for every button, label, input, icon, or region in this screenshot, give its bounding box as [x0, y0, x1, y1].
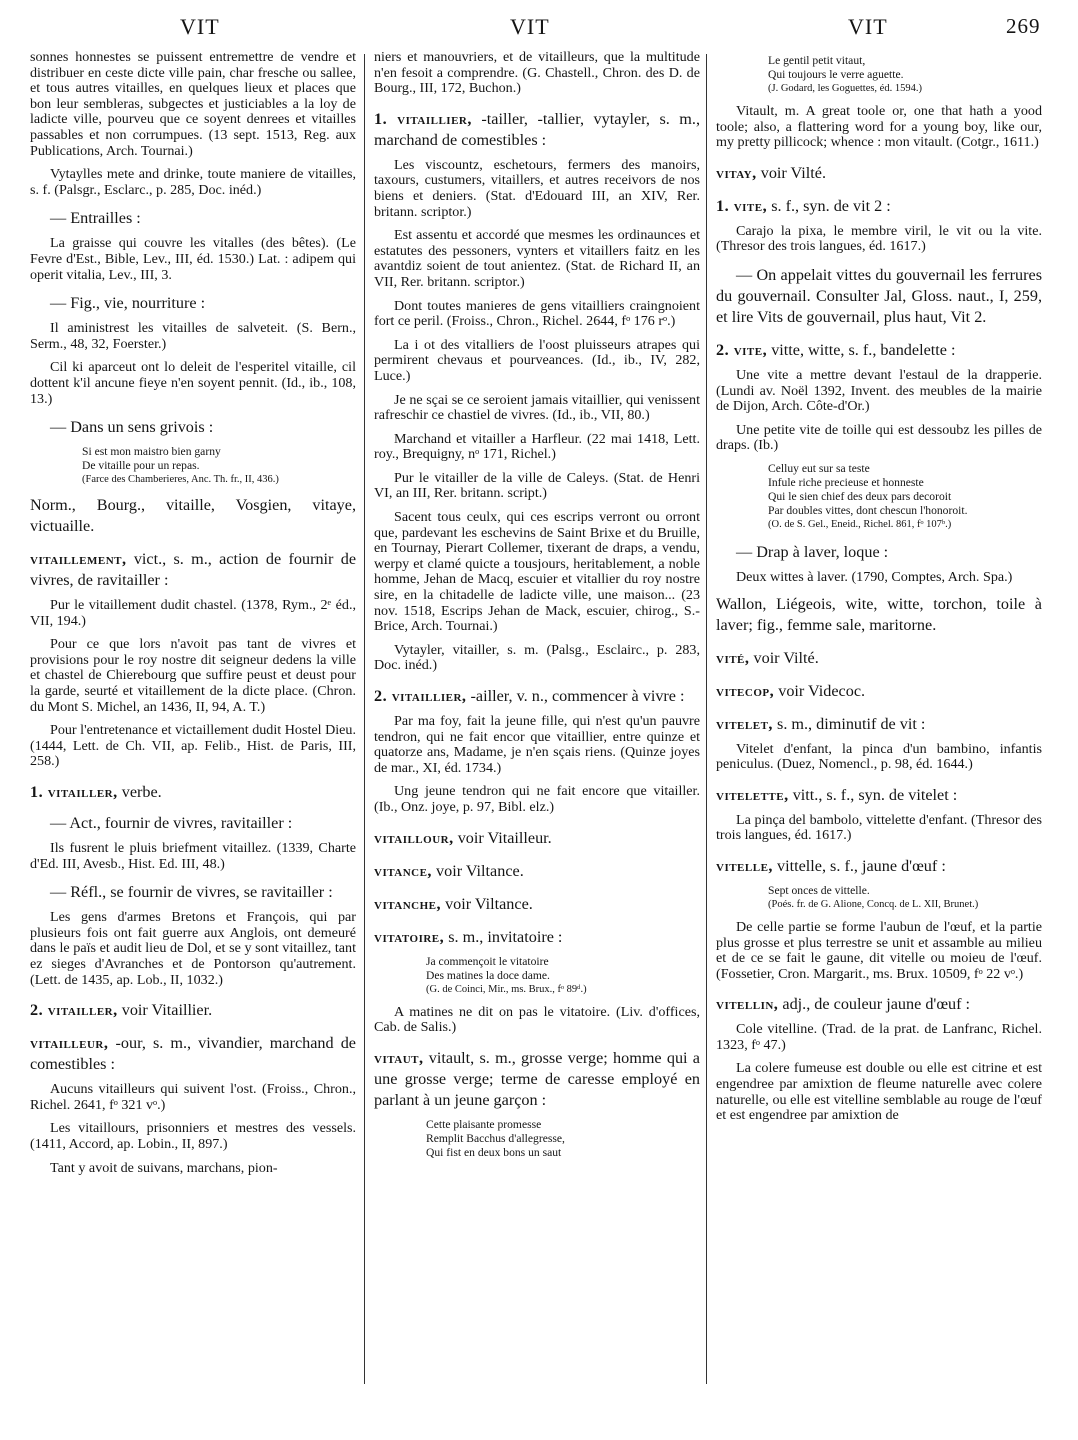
entry-definition: voir Vitaillier.: [121, 1001, 213, 1020]
citation-paragraph: Vitault, m. A great toole or, one that hath a yood toole; also, a flattering word for a young boy, like our, my pretty pillicock; whence : mon vitault. (Cotgr., 1611.): [716, 103, 1042, 151]
citation-paragraph: Il aministrest les vitailles de salveteit. (S. Bern., Serm., 48, 32, Foerster.): [30, 320, 356, 352]
dialect-note: Wallon, Liégeois, wite, witte, torchon, toile à laver; fig., femme sale, maritorne.: [716, 594, 1042, 634]
citation-paragraph: Vitelet d'enfant, la pinca d'un bambino, infantis peniculus. (Duez, Nomencl., p. 98, éd. 1644.): [716, 740, 1042, 773]
entry-definition: vict., s. m., action de fournir de vivres, de ravitailler :: [30, 550, 356, 590]
citation-paragraph: Vytaylles mete and drinke, toute maniere de vitailles, s. f. (Palsgr., Esclarc., p. 285, Doc. inéd.): [30, 166, 356, 198]
headword: vitatoire,: [374, 927, 445, 946]
entry-definition: voir Vitailleur.: [457, 828, 552, 847]
verse-line: Par doubles vittes, dont chescun l'honoroit.: [768, 503, 968, 517]
verse-line: Des matines la doce dame.: [426, 968, 550, 982]
entry-definition: vitault, s. m., grosse verge; homme qui a une grosse verge; terme de caresse employé en parlant à un jeune garçon :: [374, 1048, 700, 1109]
dictionary-entry-heading: [374, 894, 700, 915]
headword: 1. vite,: [716, 196, 768, 215]
dictionary-entry-heading: [716, 785, 1042, 806]
verse-line: Sept onces de vittelle.: [768, 883, 870, 897]
citation-paragraph: Les vitaillours, prisonniers et mestres des vessels. (1411, Accord, ap. Lobin., II, 897.): [30, 1120, 356, 1152]
citation-source: (G. de Coinci, Mir., ms. Brux., fᵒ 89ᵈ.): [426, 983, 587, 995]
verse-line: Qui le sien chief des deux pars decoroit: [768, 489, 952, 503]
citation-paragraph: A matines ne dit on pas le vitatoire. (Liv. d'offices, Cab. de Salis.): [374, 1003, 700, 1036]
verse-line: Infule riche precieuse et honneste: [768, 475, 924, 489]
citation-paragraph: Vytayler, vitailler, s. m. (Palsg., Esclairc., p. 283, Doc. inéd.): [374, 641, 700, 674]
verse-quotation: [374, 955, 700, 997]
headword: vitay,: [716, 163, 757, 182]
header-left-guideword: VIT: [180, 14, 220, 39]
citation-source: (J. Godard, les Goguettes, éd. 1594.): [768, 83, 922, 94]
verse-line: Cette plaisante promesse: [426, 1117, 542, 1131]
citation-paragraph: Je ne sçai se ce seroient jamais vitaillier, qui venissent rafreschir ce chastiel de vivres. (Id., ib., VII, 80.): [374, 391, 700, 424]
entry-definition: vitte, witte, s. f., bandelette :: [771, 340, 956, 359]
headword: vitailleur,: [30, 1034, 109, 1053]
sense-subheading: — On appelait vittes du gouvernail les ferrures du gouvernail. Consulter Jal, Gloss. naut., I, 259, et lire Vits de gouvernail, plus haut, Vit 2.: [716, 265, 1042, 326]
verse-line: Le gentil petit vitaut,: [768, 54, 866, 67]
verse-quotation: [30, 445, 356, 487]
header-center-guideword: VIT: [510, 14, 550, 39]
entry-definition: voir Vilté.: [760, 163, 826, 182]
entry-definition: voir Videcoc.: [778, 681, 866, 700]
citation-paragraph: Tant y avoit de suivans, marchans, pion-: [50, 1159, 278, 1176]
citation-paragraph: Les gens d'armes Bretons et François, qui par plusieurs fois ont fait guerre aux Anglois, ont demeuré dans le païs et audit lieu de Dol, et se y sont vitaillez, tant ez sieges d'Avranches et de Pontorson qu'autrement. (Lett. de 1435, ap. Lob., II, 1032.): [30, 909, 356, 988]
headword: vitance,: [374, 861, 432, 880]
entry-definition: verbe.: [121, 783, 162, 802]
sense-subheading: — Act., fournir de vivres, ravitailler :: [50, 814, 293, 833]
dictionary-entry-heading: [374, 1048, 700, 1111]
dictionary-entry-heading: [374, 686, 700, 707]
entry-definition: voir Vilté.: [753, 648, 819, 667]
sense-subheading: — Fig., vie, nourriture :: [50, 294, 206, 313]
entry-definition: s. f., syn. de vit 2 :: [771, 196, 891, 215]
page-number: 269: [1006, 14, 1041, 38]
entry-definition: vittelle, s. f., jaune d'œuf :: [777, 856, 946, 875]
entry-definition: -tailler, -tallier, vytayler, s. m., marchand de comestibles :: [374, 109, 700, 149]
citation-paragraph: De celle partie se forme l'aubun de l'œuf, et la partie plus grosse et plus terrestre se unit et assamble au milieu et de ce se fait le gaune, dit vitelle ou moieu de l'œuf. (Fossetier, Cron. Margarit., ms. Brux. 10509, fᵒ 22 vᵒ.): [716, 918, 1042, 982]
citation-paragraph: Par ma foy, fait la jeune fille, qui n'est qu'un pauvre tendron, qui ne fait encor que vitaillier, entre quinze et quatorze ans, Madame, je n'en sçais riens. (Quinze joyes de mar., XI, éd. 1734.): [374, 713, 700, 776]
verse-line: Si est mon maistro bien garny: [82, 445, 221, 459]
entry-definition: s. m., diminutif de vit :: [777, 714, 926, 733]
citation-paragraph: Pour ce que lors n'avoit pas tant de vivres et provisions pour le roy nostre dit seigneur dedens la ville et chastel de Chierebourg que suffire peust et deust pour la garde, seurté et vitaillement de la dicte place. (Chron. du Mont S. Michel, an 1436, II, 94, A. T.): [30, 636, 356, 715]
entry-definition: -ailler, v. n., commencer à vivre :: [470, 687, 685, 705]
verse-quotation: [716, 462, 1042, 532]
verse-line: Celluy eut sur sa teste: [768, 461, 870, 475]
dictionary-entry-heading: [374, 828, 700, 849]
dictionary-entry-heading: [716, 994, 1042, 1015]
dictionary-entry-heading: [30, 1033, 356, 1075]
headword: vitaillement,: [30, 550, 127, 569]
sense-subheading: — Entrailles :: [50, 209, 141, 228]
header-right-guideword: VIT: [848, 14, 888, 39]
dictionary-entry-heading: [716, 681, 1042, 702]
headword: 1. vitailler,: [30, 783, 118, 802]
citation-paragraph: Marchand et vitailler a Harfleur. (22 mai 1418, Lett. roy., Brequigny, nᵒ 171, Richel.): [374, 430, 700, 463]
dictionary-entry-heading: [30, 1000, 356, 1021]
citation-paragraph: Deux wittes à laver. (1790, Comptes, Arch. Spa.): [736, 568, 1013, 585]
citation-paragraph: Pour l'entretenance et victaillement dudit Hostel Dieu. (1444, Lett. de Ch. VII, ap. Felib., Hist. de Paris, III, 258.): [30, 722, 356, 770]
citation-paragraph: Une vite a mettre devant l'estaul de la drapperie. (Lundi av. Noël 1392, Invent. des meubles de la mairie de Dijon, Arch. Côte-d'Or.): [716, 366, 1042, 415]
sense-subheading: — Réfl., se fournir de vivres, se ravitailler :: [50, 883, 333, 902]
verse-quotation: [716, 54, 1042, 96]
citation-paragraph: Cole vitelline. (Trad. de la prat. de Lanfranc, Richel. 1323, fᵒ 47.): [716, 1021, 1042, 1053]
dictionary-entry-heading: [374, 109, 700, 151]
entry-definition: -our, s. m., vivandier, marchand de comestibles :: [30, 1034, 356, 1074]
dictionary-entry-heading: [716, 714, 1042, 735]
citation-paragraph: niers et manouvriers, et de vitailleurs, que la multitude n'en fesoit a comprendre. (G. Chastell., Chron. des D. de Bourg., III, 172, Buchon.): [374, 50, 700, 97]
dictionary-entry-heading: [716, 648, 1042, 669]
headword: vitelet,: [716, 714, 773, 733]
citation-paragraph: La graisse qui couvre les vitalles (des bêtes). (Le Fevre d'Est., Bible, Lev., III, éd. 1530.) Lat. : adipem qui operit vitalia, Lev., III, 3.: [30, 235, 356, 283]
verse-line: Remplit Bacchus d'allegresse,: [426, 1131, 565, 1145]
running-header: [0, 14, 1078, 50]
citation-paragraph: Les viscountz, eschetours, fermers des manoirs, taxours, custumers, vitaillers, et autres receivors de nos biens et deniers. (Stat. d'Edouard III, an XIV, Rer. britann. scriptor.): [374, 156, 700, 220]
sense-subheading: — Drap à laver, loque :: [736, 542, 889, 561]
entry-definition: voir Viltance.: [436, 861, 524, 880]
entry-definition: s. m., invitatoire :: [448, 927, 563, 946]
dictionary-entry-heading: [716, 163, 1042, 184]
dictionary-column-right: [716, 50, 1042, 1430]
verse-line: Qui fist en deux bons un saut: [426, 1145, 562, 1159]
column-divider: [706, 54, 707, 1384]
headword: vitanche,: [374, 894, 442, 913]
headword: vitelle,: [716, 856, 773, 875]
citation-paragraph: Aucuns vitailleurs qui suivent l'ost. (Froiss., Chron., Richel. 2641, fᵒ 321 vᵒ.): [30, 1081, 356, 1113]
citation-paragraph: La i ot des vitalliers de l'oost pluisseurs atrapes qui permirent chevaus et pourveances. (Id., ib., IV, 282, Luce.): [374, 336, 700, 384]
citation-paragraph: Sacent tous ceulx, qui ces escrips verront ou orront que, pardevant les eschevins de Saint Brixe et du Bruille, en Tournay, Pierart Collemer, tixerant de draps, a vendu, werpy et clamé quicte a tousjours, heritablement, a noble homme, Jehan de Macq, escuier et vitallier du roy nostre sire, en la chitadelle de ladicte ville, une maison... (23 nov. 1518, Escrips Jehan de Mack, escuier, chirog., S.-Brice, Arch. Tournai.): [374, 509, 700, 635]
dictionary-entry-heading: [716, 196, 1042, 217]
citation-paragraph: Pur le vitaillement dudit chastel. (1378, Rym., 2ᵉ éd., VII, 194.): [30, 597, 356, 629]
dictionary-entry-heading: [30, 549, 356, 591]
citation-source: (Poés. fr. de G. Alione, Concq. de L. XII, Brunet.): [768, 898, 979, 910]
headword: 2. vitaillier,: [374, 687, 467, 705]
citation-source: (Farce des Chamberieres, Anc. Th. fr., II, 436.): [82, 474, 279, 486]
citation-paragraph: Est assentu et accordé que mesmes les ordinaunces et estatutes des pessoners, vynters et vitaillers faitz en les avantdiz soient de tout anientez. (Stat. de Richard II, an VII, Rer. britann. scriptor.): [374, 227, 700, 290]
dictionary-entry-heading: [716, 340, 1042, 361]
citation-paragraph: Pur le vitailler de la ville de Caleys. (Stat. de Henri VI, an III, Rer. britann. script.): [374, 469, 700, 502]
citation-paragraph: Cil ki aparceut ont lo deleit de l'esperitel vitaille, cil dottent k'il ancune fieye n'en soyent pennit. (Id., ib., 108, 13.): [30, 359, 356, 407]
citation-paragraph: La pinça del bambolo, vittelette d'enfant. (Thresor des trois langues, éd. 1617.): [716, 811, 1042, 844]
dictionary-column-left: [30, 50, 356, 1430]
citation-paragraph: Ung jeune tendron qui ne fait encore que vitailler. (Ib., Onz. joye, p. 97, Bibl. elz.): [374, 783, 700, 815]
verse-quotation: [374, 1118, 700, 1160]
citation-paragraph: La colere fumeuse est double ou elle est citrine et est engendree par amixtion de fleume naturelle avec colere naturelle, ou elle est vitelline semblable au rouge de l'œuf et est engendree par amixtion de: [716, 1060, 1042, 1124]
headword: 1. vitaillier,: [374, 109, 472, 128]
citation-paragraph: sonnes honnestes se puissent entremettre de vendre et distribuer en ceste dicte ville pain, char fresche ou sallee, et tous autres vitailles, en quelques lieux et places que bon leur sembleras, subgectes et justiciables a la loy de ladicte ville, pourveu que ce soyent denrees et vitailles passables et non corrumpues. (13 sept. 1513, Reg. aux Publications, Arch. Tournai.): [30, 50, 356, 159]
headword: vité,: [716, 648, 750, 667]
entry-definition: voir Viltance.: [445, 894, 533, 913]
verse-line: Ja commençoit le vitatoire: [426, 954, 549, 968]
sense-subheading: — Dans un sens grivois :: [50, 418, 214, 437]
dictionary-entry-heading: [374, 861, 700, 882]
headword: 2. vitailler,: [30, 1001, 118, 1020]
citation-paragraph: Dont toutes manieres de gens vitailliers craingnoient fort ce peril. (Froiss., Chron., Richel. 2644, fᵒ 176 rᵒ.): [374, 297, 700, 330]
entry-definition: vitt., s. f., syn. de vitelet :: [792, 785, 958, 804]
headword: vitellin,: [716, 995, 779, 1014]
column-divider: [364, 54, 365, 1384]
dictionary-entry-heading: [30, 782, 356, 803]
entry-definition: adj., de couleur jaune d'œuf :: [782, 995, 971, 1014]
dictionary-entry-heading: [374, 927, 700, 948]
citation-paragraph: Carajo la pixa, le membre viril, le vit ou la vite. (Thresor des trois langues, éd. 1617.): [716, 222, 1042, 255]
citation-paragraph: Ils fusrent le pluis briefment vitaillez. (1339, Charte d'Ed. III, Avesb., Hist. Ed. III, 48.): [30, 840, 356, 872]
headword: vitaillour,: [374, 828, 454, 847]
headword: 2. vite,: [716, 340, 768, 359]
verse-quotation: [716, 884, 1042, 912]
headword: vitelette,: [716, 785, 789, 804]
headword: vitaut,: [374, 1048, 424, 1067]
dictionary-column-middle: [374, 50, 700, 1430]
citation-paragraph: Une petite vite de toille qui est dessoubz les pilles de draps. (Ib.): [716, 421, 1042, 454]
headword: vitecop,: [716, 681, 775, 700]
citation-source: (O. de S. Gel., Eneid., Richel. 861, fᵒ 107ᵇ.): [768, 518, 952, 530]
dialect-note: Norm., Bourg., vitaille, Vosgien, vitaye, victuaille.: [30, 496, 356, 536]
verse-line: Qui toujours le verre aguette.: [768, 68, 904, 81]
dictionary-entry-heading: [716, 856, 1042, 877]
verse-line: De vitaille pour un repas.: [82, 459, 200, 473]
